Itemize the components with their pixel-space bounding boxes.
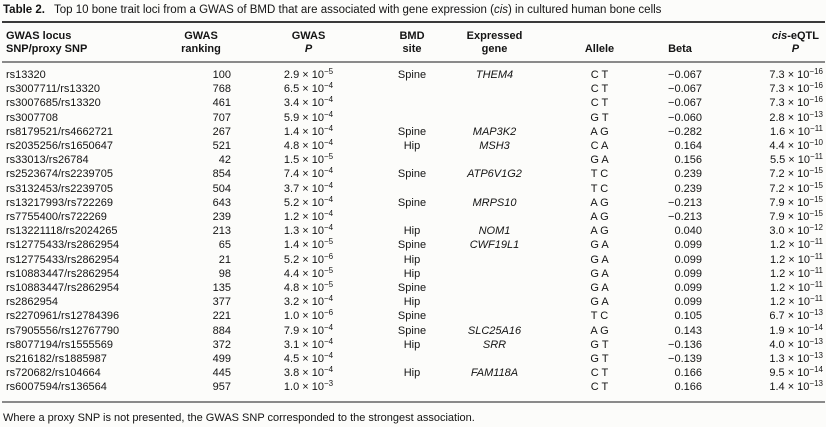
ranking-cell: 445 (212, 367, 231, 380)
gwas-p-cell: $7.9 \times 10^{-4}$ (283, 322, 334, 337)
eqtl-p-cell: $1.4 \times 10^{-13}$ (769, 379, 823, 394)
beta-cell: 0.164 (674, 140, 702, 153)
allele-cell: C T (590, 381, 609, 394)
gwas-p-cell: $4.8 \times 10^{-5}$ (283, 280, 334, 295)
column-header-beta: Beta (652, 23, 708, 62)
eqtl-p-cell: $1.2 \times 10^{-11}$ (769, 280, 823, 295)
eqtl-p-cell: $9.5 \times 10^{-14}$ (769, 365, 823, 380)
beta-cell: −0.282 (668, 125, 702, 138)
gwas-p-cell: $5.9 \times 10^{-4}$ (283, 109, 334, 124)
gwas-p-cell: $4.4 \times 10^{-5}$ (283, 265, 334, 280)
bmd-site-cell (382, 153, 442, 167)
gene-cell (442, 309, 547, 323)
eqtl-p-cell: $7.3 \times 10^{-16}$ (769, 95, 823, 110)
ranking-cell: 221 (212, 310, 231, 323)
beta-cell: 0.099 (674, 267, 702, 280)
table-header (2, 23, 825, 62)
beta-cell: −0.060 (668, 111, 702, 124)
snp-cell: rs3007685/rs13320 (6, 97, 101, 110)
gene-cell (442, 281, 547, 295)
gene-cell: MSH3 (479, 140, 510, 153)
allele-cell: T C (590, 310, 609, 323)
column-header-gwas-p: GWAS P (235, 23, 382, 62)
ranking-cell: 65 (218, 239, 231, 252)
bmd-site-cell: Spine (397, 196, 427, 209)
ranking-cell: 504 (212, 182, 231, 195)
snp-cell: rs33013/rs26784 (6, 154, 89, 167)
gene-cell: SLC25A16 (467, 324, 522, 337)
ranking-cell: 21 (218, 253, 231, 266)
table-row (2, 267, 825, 281)
table-caption-cis: cis (493, 4, 509, 16)
column-header-bmd-site: BMD site (382, 23, 442, 62)
ranking-cell: 239 (212, 211, 231, 224)
bmd-site-cell: Spine (397, 239, 427, 252)
beta-cell: 0.156 (674, 154, 702, 167)
allele-cell: T C (590, 168, 609, 181)
snp-cell: rs7755400/rs722269 (6, 211, 107, 224)
ranking-cell: 854 (212, 168, 231, 181)
table-row (2, 324, 825, 338)
snp-cell: rs7905556/rs12767790 (6, 324, 120, 337)
gwas-p-cell: $1.5 \times 10^{-5}$ (283, 152, 334, 167)
gwas-p-cell: $3.7 \times 10^{-4}$ (283, 180, 334, 195)
table-caption-pre: Top 10 bone trait loci from a GWAS of BMD that are associated with gene expression ( (53, 4, 494, 16)
eqtl-p-cell: $7.3 \times 10^{-16}$ (769, 81, 823, 96)
gwas-p-cell: $4.5 \times 10^{-4}$ (283, 351, 334, 366)
snp-cell: rs720682/rs104664 (6, 367, 101, 380)
gene-cell: MRPS10 (472, 196, 517, 209)
gwas-p-cell: $1.4 \times 10^{-4}$ (283, 123, 334, 138)
snp-cell: rs3132453/rs2239705 (6, 182, 114, 195)
allele-cell: T C (590, 182, 609, 195)
table-row (2, 182, 825, 196)
allele-cell: A G (590, 125, 609, 138)
gene-cell (442, 352, 547, 366)
beta-cell: 0.040 (674, 225, 702, 238)
table-row (2, 167, 825, 181)
table-row (2, 281, 825, 295)
beta-cell: −0.136 (668, 338, 702, 351)
beta-cell: 0.239 (674, 182, 702, 195)
table-row (2, 224, 825, 238)
eqtl-p-cell: $1.2 \times 10^{-11}$ (769, 265, 823, 280)
allele-cell: C T (590, 367, 609, 380)
table-row (2, 210, 825, 224)
gwas-p-cell: $1.3 \times 10^{-4}$ (283, 223, 334, 238)
column-header-cis-eqtl-p: cis-eQTL P (708, 23, 825, 62)
table-number-label: Table 2. (3, 4, 45, 16)
ranking-cell: 100 (212, 69, 231, 81)
column-header-snp: GWAS locus SNP/proxy SNP (2, 23, 167, 62)
allele-cell: G A (590, 296, 609, 309)
bmd-site-cell (382, 96, 442, 110)
gene-cell (442, 210, 547, 224)
eqtl-p-cell: $1.2 \times 10^{-11}$ (769, 294, 823, 309)
snp-cell: rs12775433/rs2862954 (6, 239, 120, 252)
eqtl-p-cell: $7.9 \times 10^{-15}$ (769, 209, 823, 224)
allele-cell: G T (590, 353, 609, 366)
gwas-p-cell: $1.0 \times 10^{-3}$ (283, 379, 334, 394)
ranking-cell: 768 (212, 83, 231, 96)
ranking-cell: 213 (212, 225, 231, 238)
gwas-p-cell: $1.0 \times 10^{-6}$ (283, 308, 334, 323)
beta-cell: 0.239 (674, 168, 702, 181)
ranking-cell: 521 (212, 140, 231, 153)
gene-cell: FAM118A (470, 367, 519, 380)
beta-cell: 0.105 (674, 310, 702, 323)
snp-cell: rs2523674/rs2239705 (6, 168, 114, 181)
table-title (2, 2, 825, 23)
beta-cell: 0.099 (674, 239, 702, 252)
gwas-p-cell: $3.1 \times 10^{-4}$ (283, 336, 334, 351)
table-row (2, 380, 825, 401)
ranking-cell: 377 (212, 296, 231, 309)
snp-cell: rs13320 (6, 69, 46, 81)
table-row (2, 253, 825, 267)
gwas-p-cell: $6.5 \times 10^{-4}$ (283, 81, 334, 96)
snp-cell: rs8077194/rs1555569 (6, 338, 114, 351)
table-row (2, 238, 825, 252)
gene-cell (442, 267, 547, 281)
beta-cell: −0.067 (668, 97, 702, 110)
eqtl-p-cell: $1.3 \times 10^{-13}$ (769, 351, 823, 366)
gene-cell: MAP3K2 (472, 125, 517, 138)
ranking-cell: 499 (212, 353, 231, 366)
table-row (2, 352, 825, 366)
bmd-site-cell: Hip (403, 296, 421, 309)
eqtl-p-cell: $1.2 \times 10^{-11}$ (769, 251, 823, 266)
gene-cell: ATP6V1G2 (467, 168, 522, 181)
table-caption-post: ) in cultured human bone cells (508, 4, 662, 16)
gwas-p-cell: $1.4 \times 10^{-5}$ (283, 237, 334, 252)
table-row (2, 366, 825, 380)
table-row (2, 295, 825, 309)
bmd-site-cell: Hip (403, 140, 421, 153)
beta-cell: −0.213 (668, 211, 702, 224)
snp-cell: rs10883447/rs2862954 (6, 282, 120, 295)
snp-cell: rs13221118/rs2024265 (6, 225, 118, 238)
gwas-p-cell: $3.8 \times 10^{-4}$ (283, 365, 334, 380)
allele-cell: A G (590, 225, 609, 238)
gwas-p-cell: $7.4 \times 10^{-4}$ (283, 166, 334, 181)
gwas-p-cell: $5.2 \times 10^{-4}$ (283, 194, 334, 209)
column-header-expressed-gene: Expressed gene (442, 23, 547, 62)
snp-cell: rs6007594/rs136564 (6, 381, 107, 394)
eqtl-p-cell: $2.8 \times 10^{-13}$ (769, 109, 823, 124)
bmd-site-cell: Hip (403, 267, 421, 280)
table-row (2, 82, 825, 96)
allele-cell: G T (590, 111, 609, 124)
snp-cell: rs8179521/rs4662721 (6, 125, 114, 138)
snp-cell: rs10883447/rs2862954 (6, 267, 120, 280)
eqtl-p-cell: $3.0 \times 10^{-12}$ (769, 223, 823, 238)
ranking-cell: 957 (212, 381, 231, 394)
bmd-site-cell: Hip (403, 225, 421, 238)
snp-cell: rs12775433/rs2862954 (6, 253, 120, 266)
eqtl-p-cell: $1.2 \times 10^{-11}$ (769, 237, 823, 252)
allele-cell: A G (590, 196, 609, 209)
table-row (2, 309, 825, 323)
eqtl-p-cell: $4.4 \times 10^{-10}$ (769, 138, 823, 153)
table-row (2, 153, 825, 167)
allele-cell: C A (590, 140, 609, 153)
gene-cell (442, 182, 547, 196)
gwas-p-cell: $3.2 \times 10^{-4}$ (283, 294, 334, 309)
bmd-site-cell: Spine (397, 168, 427, 181)
column-header-ranking: GWAS ranking (167, 23, 235, 62)
allele-cell: A G (590, 324, 609, 337)
gene-cell: THEM4 (475, 69, 514, 81)
allele-cell: G T (590, 338, 609, 351)
allele-cell: G A (590, 253, 609, 266)
eqtl-p-cell: $1.6 \times 10^{-11}$ (769, 123, 823, 138)
eqtl-p-cell: $1.9 \times 10^{-14}$ (769, 322, 823, 337)
bmd-site-cell (382, 380, 442, 401)
table-row (2, 139, 825, 153)
allele-cell: G A (590, 282, 609, 295)
gene-cell (442, 295, 547, 309)
bmd-site-cell (382, 111, 442, 125)
snp-cell: rs2862954 (6, 296, 58, 309)
snp-cell: rs3007708 (6, 111, 58, 124)
snp-cell: rs2035256/rs1650647 (6, 140, 114, 153)
bmd-site-cell: Hip (403, 253, 421, 266)
snp-cell: rs13217993/rs722269 (6, 196, 114, 209)
beta-cell: −0.139 (668, 353, 702, 366)
table-row (2, 338, 825, 352)
gene-cell (442, 253, 547, 267)
eqtl-p-cell: $5.5 \times 10^{-11}$ (769, 152, 823, 167)
beta-cell: −0.067 (668, 69, 702, 81)
gene-cell: SRR (482, 338, 507, 351)
eqtl-p-cell: $7.2 \times 10^{-15}$ (769, 180, 823, 195)
ranking-cell: 135 (212, 282, 231, 295)
gwas-p-cell: $2.9 \times 10^{-5}$ (283, 67, 334, 81)
gene-cell: NOM1 (478, 225, 511, 238)
ranking-cell: 643 (212, 196, 231, 209)
gene-cell: CWF19L1 (469, 239, 520, 252)
gwas-p-cell: $1.2 \times 10^{-4}$ (283, 209, 334, 224)
beta-cell: −0.067 (668, 83, 702, 96)
gene-cell (442, 111, 547, 125)
bmd-site-cell: Spine (397, 282, 427, 295)
allele-cell: G A (590, 267, 609, 280)
eqtl-p-cell: $7.2 \times 10^{-15}$ (769, 166, 823, 181)
beta-cell: 0.099 (674, 296, 702, 309)
column-header-allele: Allele (547, 23, 652, 62)
gwas-p-cell: $5.2 \times 10^{-6}$ (283, 251, 334, 266)
eqtl-p-cell: $6.7 \times 10^{-13}$ (769, 308, 823, 323)
allele-cell: G A (590, 239, 609, 252)
snp-cell: rs3007711/rs13320 (6, 83, 100, 96)
table-row (2, 196, 825, 210)
table-row (2, 125, 825, 139)
eqtl-p-cell: $7.3 \times 10^{-16}$ (769, 67, 823, 81)
bmd-site-cell (382, 210, 442, 224)
bmd-site-cell: Spine (397, 69, 427, 81)
ranking-cell: 707 (212, 111, 231, 124)
beta-cell: 0.166 (674, 381, 702, 394)
table-row (2, 111, 825, 125)
ranking-cell: 884 (212, 324, 231, 337)
table-row (2, 96, 825, 110)
gene-cell (442, 96, 547, 110)
snp-cell: rs2270961/rs12784396 (6, 310, 120, 323)
eqtl-p-cell: $7.9 \times 10^{-15}$ (769, 194, 823, 209)
snp-cell: rs216182/rs1885987 (6, 353, 107, 366)
bmd-site-cell: Spine (397, 324, 427, 337)
gene-cell (442, 153, 547, 167)
allele-cell: G A (590, 154, 609, 167)
beta-cell: 0.166 (674, 367, 702, 380)
allele-cell: C T (590, 69, 609, 81)
allele-cell: C T (590, 97, 609, 110)
beta-cell: −0.213 (668, 196, 702, 209)
bmd-site-cell (382, 182, 442, 196)
gwas-eqtl-table (2, 23, 825, 403)
eqtl-p-cell: $4.0 \times 10^{-13}$ (769, 336, 823, 351)
bmd-site-cell: Spine (397, 310, 427, 323)
bmd-site-cell: Spine (397, 125, 427, 138)
beta-cell: 0.099 (674, 282, 702, 295)
bmd-site-cell: Hip (403, 367, 421, 380)
bmd-site-cell: Hip (403, 338, 421, 351)
ranking-cell: 42 (218, 154, 231, 167)
allele-cell: A G (590, 211, 609, 224)
bmd-site-cell (382, 352, 442, 366)
ranking-cell: 98 (218, 267, 231, 280)
gene-cell (442, 82, 547, 96)
ranking-cell: 372 (212, 338, 231, 351)
table-row (2, 62, 825, 82)
bmd-site-cell (382, 82, 442, 96)
beta-cell: 0.143 (674, 324, 702, 337)
beta-cell: 0.099 (674, 253, 702, 266)
footnote: Where a proxy SNP is not presented, the GWAS SNP corresponded to the strongest association. (3, 411, 475, 424)
gene-cell (442, 380, 547, 401)
gwas-p-cell: $4.8 \times 10^{-4}$ (283, 138, 334, 153)
ranking-cell: 461 (212, 97, 231, 110)
ranking-cell: 267 (212, 125, 231, 138)
allele-cell: C T (590, 83, 609, 96)
table-body (2, 62, 825, 402)
gwas-p-cell: $3.4 \times 10^{-4}$ (283, 95, 334, 110)
